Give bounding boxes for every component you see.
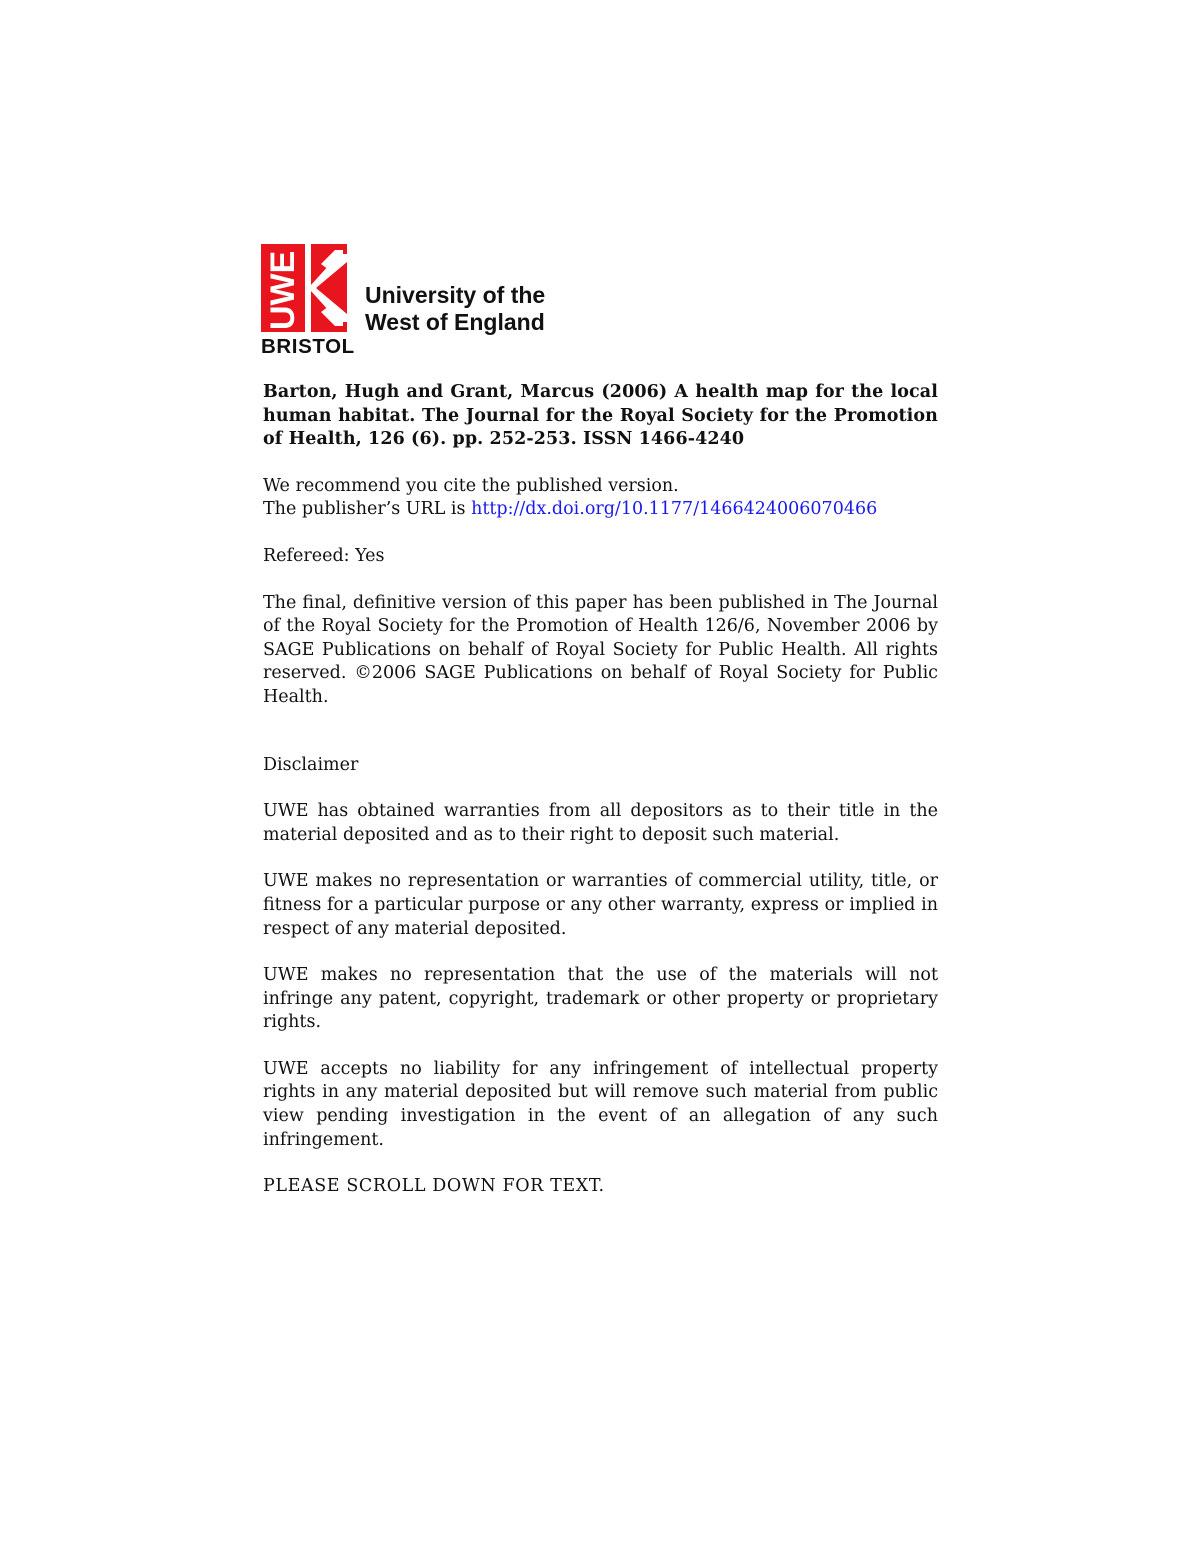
repository-cover-content <box>263 381 938 1199</box>
publisher-url-link[interactable]: http://dx.doi.org/10.1177/1466424006070466 <box>471 499 878 520</box>
scroll-notice: PLEASE SCROLL DOWN FOR TEXT. <box>263 1176 605 1197</box>
logo-mark-text: UWE <box>264 250 302 330</box>
final-version-statement: The final, definitive version of this paper has been published in The Journal of the Royal Society for the Promotion of Health 126/6, November 2006 by SAGE Publications on behalf of Royal Society for Public Health. All rights reserved. ©2006 SAGE Publications on behalf of Royal Society for Public Health. <box>263 592 938 707</box>
logo-city: BRISTOL <box>261 335 355 356</box>
disclaimer-paragraph: UWE makes no representation that the use of the materials will not infringe any patent, copyright, trademark or other property or proprietary rights. <box>263 965 938 1033</box>
refereed-status: Refereed: Yes <box>263 545 385 566</box>
uwe-logo <box>261 244 561 356</box>
publisher-url-label: The publisher’s URL is <box>263 499 472 520</box>
recommend-text: We recommend you cite the published version. <box>263 475 679 496</box>
disclaimer-heading: Disclaimer <box>263 754 359 775</box>
disclaimer-paragraph: UWE accepts no liability for any infringement of intellectual property rights in any material deposited but will remove such material from public view pending investigation in the event of an allegation of any such infringement. <box>263 1058 938 1150</box>
logo-name-line1: University of the <box>365 282 546 308</box>
disclaimer-paragraph: UWE has obtained warranties from all depositors as to their title in the material deposited and as to their right to deposit such material. <box>263 801 938 845</box>
uwe-logo-graphic <box>261 244 561 356</box>
citation: Barton, Hugh and Grant, Marcus (2006) A health map for the local human habitat. The Journal for the Royal Society for the Promotion of Health, 126 (6). pp. 252-253. ISSN 1466-4240 <box>263 382 938 450</box>
disclaimer-paragraph: UWE makes no representation or warranties of commercial utility, title, or fitness for a particular purpose or any other warranty, express or implied in respect of any material deposited. <box>263 871 938 939</box>
recommendation-block <box>263 475 938 522</box>
publisher-url-line <box>263 498 938 522</box>
logo-name-line2: West of England <box>365 309 545 335</box>
